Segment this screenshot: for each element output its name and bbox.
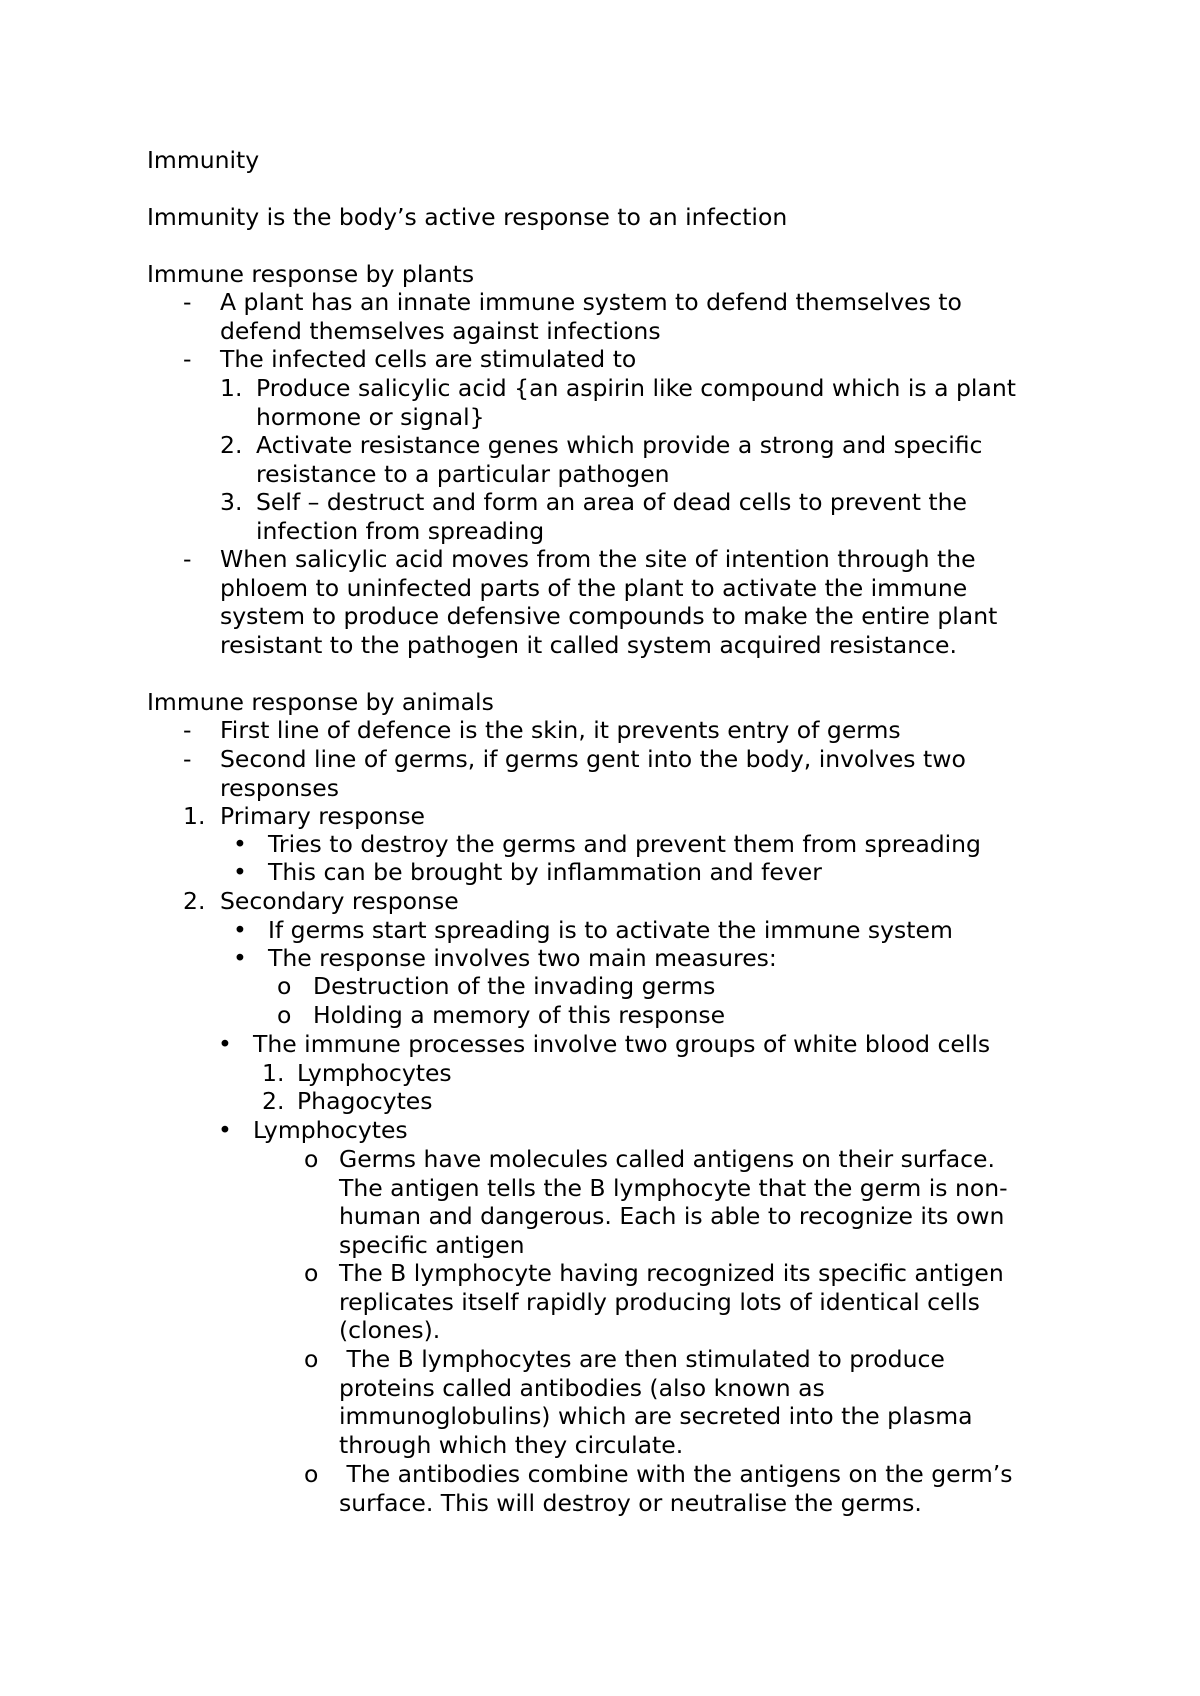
list-item-text: The immune processes involve two groups of white blood cells bbox=[253, 1030, 991, 1058]
dash-marker: - bbox=[183, 345, 192, 373]
number-marker: 2. bbox=[183, 887, 206, 915]
animals-heading: Immune response by animals bbox=[147, 688, 494, 716]
list-item-text: Lymphocytes bbox=[297, 1059, 452, 1087]
list-item-text: This can be brought by inflammation and fever bbox=[268, 858, 822, 886]
document-title: Immunity bbox=[147, 146, 260, 174]
circle-marker: o bbox=[304, 1345, 319, 1373]
bullet-marker: • bbox=[233, 916, 247, 944]
list-item-text: Lymphocytes bbox=[253, 1116, 408, 1144]
list-item-text: The infected cells are stimulated to bbox=[220, 345, 637, 373]
bullet-marker: • bbox=[218, 1116, 232, 1144]
list-item-text: Tries to destroy the germs and prevent them from spreading bbox=[268, 830, 981, 858]
list-item-text: Primary response bbox=[220, 802, 426, 830]
plants-heading: Immune response by plants bbox=[147, 260, 475, 288]
dash-marker: - bbox=[183, 288, 192, 316]
circle-marker: o bbox=[277, 1001, 292, 1029]
list-item-text: The B lymphocytes are then stimulated to produce proteins called antibodies (also known as immunoglobulins) which are secreted into the plasma through which they circulate. bbox=[339, 1345, 973, 1459]
definition-text: Immunity is the body’s active response to an infection bbox=[147, 203, 788, 231]
list-item-text: Destruction of the invading germs bbox=[313, 972, 716, 1000]
bullet-marker: • bbox=[218, 1030, 232, 1058]
list-item-text: Holding a memory of this response bbox=[313, 1001, 726, 1029]
circle-marker: o bbox=[304, 1145, 319, 1173]
dash-marker: - bbox=[183, 745, 192, 773]
number-marker: 1. bbox=[262, 1059, 285, 1087]
list-item-text: The B lymphocyte having recognized its specific antigen replicates itself rapidly producing lots of identical cells (clones). bbox=[339, 1259, 1004, 1344]
number-marker: 2. bbox=[220, 431, 243, 459]
list-item-text: Phagocytes bbox=[297, 1087, 433, 1115]
list-item-text: If germs start spreading is to activate the immune system bbox=[268, 916, 953, 944]
list-item-text: First line of defence is the skin, it prevents entry of germs bbox=[220, 716, 901, 744]
bullet-marker: • bbox=[233, 944, 247, 972]
list-item-text: The response involves two main measures: bbox=[268, 944, 777, 972]
list-item-text: When salicylic acid moves from the site of intention through the phloem to uninfected parts of the plant to activate the immune system to produce defensive compounds to make the entire plant resistant to the pathogen it called system acquired resistance. bbox=[220, 545, 998, 659]
number-marker: 2. bbox=[262, 1087, 285, 1115]
list-item-text: Germs have molecules called antigens on their surface. The antigen tells the B lymphocyte that the germ is non- human and dangerous. Each is able to recognize its own specific antigen bbox=[339, 1145, 1008, 1259]
dash-marker: - bbox=[183, 545, 192, 573]
list-item-text: Produce salicylic acid {an aspirin like compound which is a plant hormone or signal} bbox=[256, 374, 1016, 431]
circle-marker: o bbox=[277, 972, 292, 1000]
number-marker: 1. bbox=[183, 802, 206, 830]
list-item-text: Self – destruct and form an area of dead cells to prevent the infection from spreading bbox=[256, 488, 967, 545]
dash-marker: - bbox=[183, 716, 192, 744]
bullet-marker: • bbox=[233, 858, 247, 886]
list-item-text: The antibodies combine with the antigens on the germ’s surface. This will destroy or neutralise the germs. bbox=[339, 1460, 1013, 1517]
number-marker: 3. bbox=[220, 488, 243, 516]
list-item-text: Secondary response bbox=[220, 887, 459, 915]
list-item-text: A plant has an innate immune system to defend themselves to defend themselves against infections bbox=[220, 288, 962, 345]
circle-marker: o bbox=[304, 1259, 319, 1287]
bullet-marker: • bbox=[233, 830, 247, 858]
list-item-text: Second line of germs, if germs gent into the body, involves two responses bbox=[220, 745, 966, 802]
list-item-text: Activate resistance genes which provide a strong and specific resistance to a particular pathogen bbox=[256, 431, 983, 488]
circle-marker: o bbox=[304, 1460, 319, 1488]
number-marker: 1. bbox=[220, 374, 243, 402]
